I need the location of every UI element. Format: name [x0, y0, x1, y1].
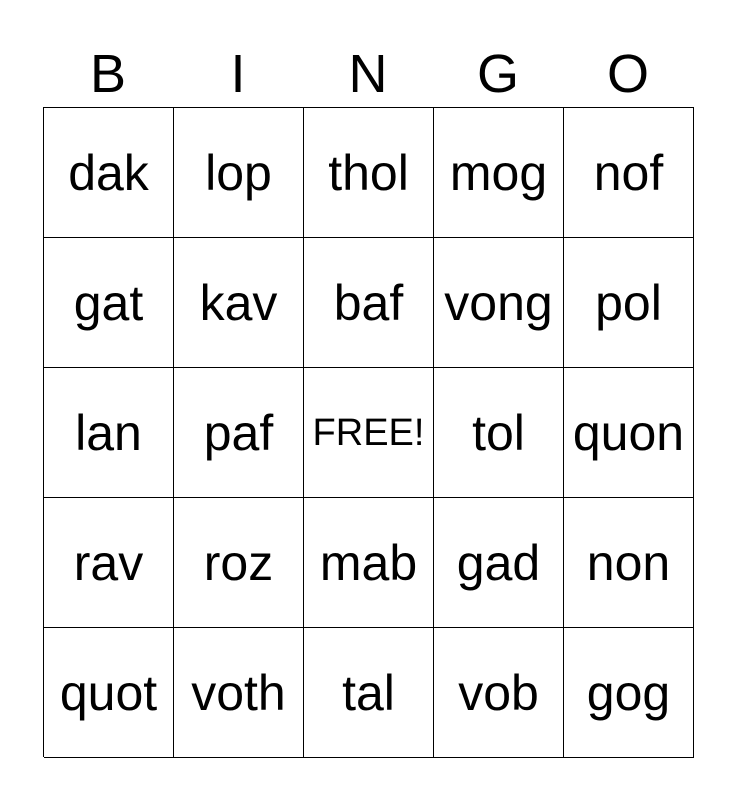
bingo-cell-r2-c4[interactable]: vong [434, 238, 564, 368]
bingo-cell-r1-c4[interactable]: mog [434, 108, 564, 238]
bingo-cell-r3-c1[interactable]: lan [44, 368, 174, 498]
bingo-cell-r4-c4[interactable]: gad [434, 498, 564, 628]
bingo-cell-r1-c3[interactable]: thol [304, 108, 434, 238]
bingo-cell-r3-c2[interactable]: paf [174, 368, 304, 498]
header-letter-o: O [606, 44, 649, 104]
bingo-cell-r2-c3[interactable]: baf [304, 238, 434, 368]
header-letter-i: I [230, 44, 246, 104]
bingo-cell-r5-c2[interactable]: voth [174, 628, 304, 758]
bingo-cell-r5-c4[interactable]: vob [434, 628, 564, 758]
header-letter-b: B [89, 44, 127, 104]
bingo-cell-r2-c5[interactable]: pol [564, 238, 694, 368]
bingo-cell-r4-c2[interactable]: roz [174, 498, 304, 628]
free-space-cell[interactable]: FREE! [304, 368, 434, 498]
bingo-board [43, 107, 694, 757]
header-letter-n: N [348, 44, 388, 104]
bingo-cell-r1-c5[interactable]: nof [564, 108, 694, 238]
bingo-cell-r5-c3[interactable]: tal [304, 628, 434, 758]
bingo-cell-r5-c1[interactable]: quot [44, 628, 174, 758]
bingo-cell-r3-c4[interactable]: tol [434, 368, 564, 498]
bingo-cell-r4-c5[interactable]: non [564, 498, 694, 628]
bingo-cell-r5-c5[interactable]: gog [564, 628, 694, 758]
bingo-cell-r1-c2[interactable]: lop [174, 108, 304, 238]
bingo-cell-r4-c1[interactable]: rav [44, 498, 174, 628]
header-letter-g: G [476, 44, 519, 104]
bingo-header [43, 40, 693, 108]
bingo-cell-r1-c1[interactable]: dak [44, 108, 174, 238]
bingo-cell-r3-c5[interactable]: quon [564, 368, 694, 498]
bingo-cell-r2-c2[interactable]: kav [174, 238, 304, 368]
bingo-cell-r2-c1[interactable]: gat [44, 238, 174, 368]
bingo-cell-r4-c3[interactable]: mab [304, 498, 434, 628]
